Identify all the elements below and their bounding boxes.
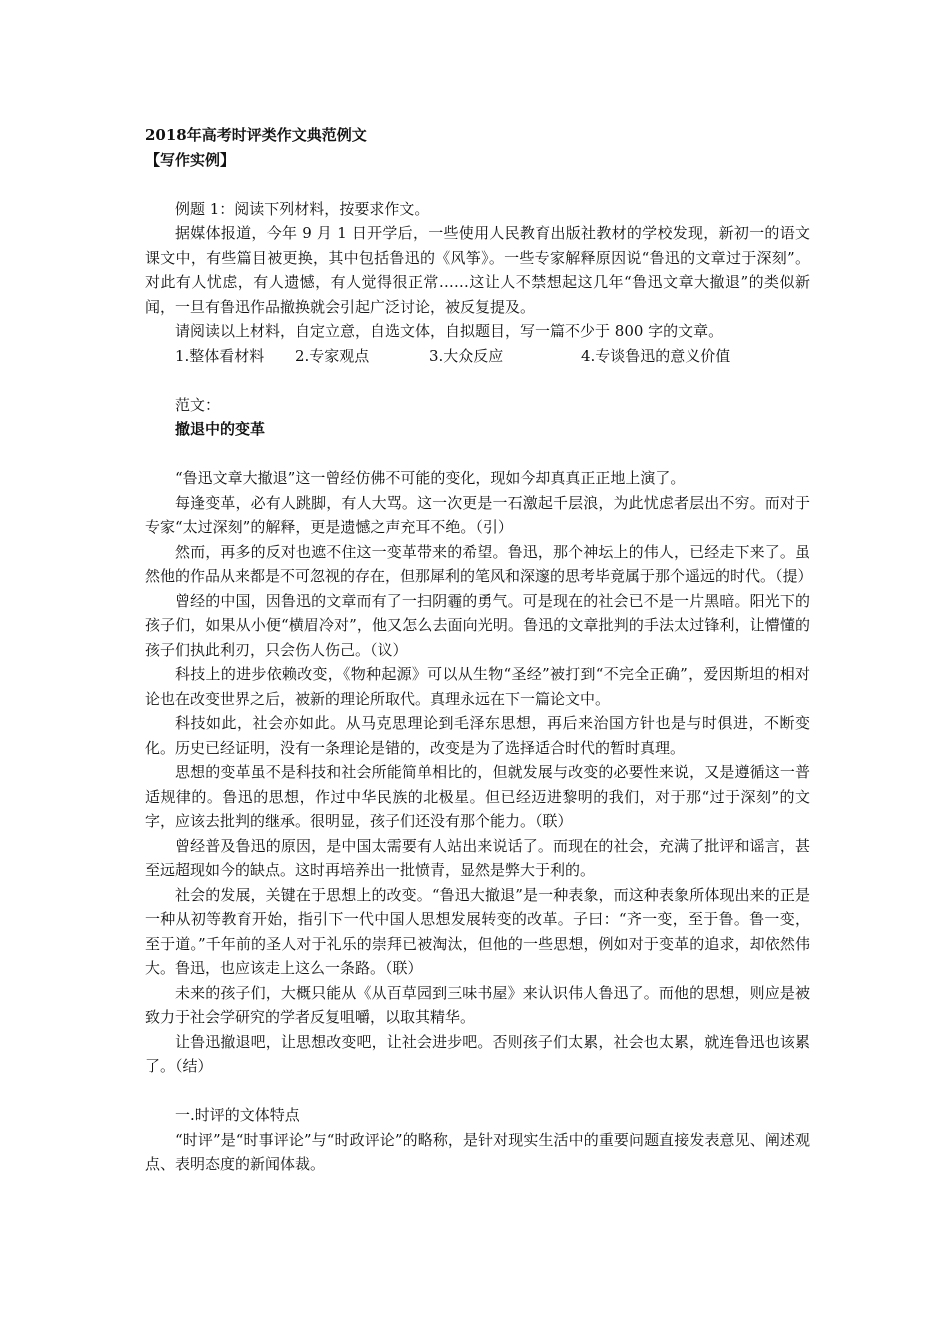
document-body [145,123,813,1177]
angle-options [145,344,810,369]
essay-paragraph: 思想的变革虽不是科技和社会所能简单相比的，但就发展与改变的必要性来说，又是遵循这一普适规律的。鲁迅的思想，作过中华民族的北极星。但已经迈进黎明的我们，对于那“过于深刻”的文字，应该去批判的继承。很明显，孩子们还没有那个能力。（联） [145,763,810,830]
essay-paragraph: 科技如此，社会亦如此。从马克思理论到毛泽东思想，再后来治国方针也是与时俱进，不断变化。历史已经证明，没有一条理论是错的，改变是为了选择适合时代的暂时真理。 [145,714,810,757]
option-2: 2.专家观点 [295,346,370,365]
essay-paragraph: 科技上的进步依赖改变，《物种起源》可以从生物“圣经”被打到“不完全正确”，爱因斯坦的相对论也在改变世界之后，被新的理论所取代。真理永远在下一篇论文中。 [145,665,810,708]
essay-paragraph: 然而，再多的反对也遮不住这一变革带来的希望。鲁迅，那个神坛上的伟人，已经走下来了。虽然他的作品从来都是不可忽视的存在，但那犀利的笔风和深邃的思考毕竟属于那个遥远的时代。（提） [145,542,813,585]
essay-paragraph: 让鲁迅撤退吧，让思想改变吧，让社会进步吧。否则孩子们太累，社会也太累，就连鲁迅也该累了。（结） [145,1032,810,1075]
instruction-line: 请阅读以上材料，自定立意，自选文体，自拟题目，写一篇不少于 800 字的文章。 [175,322,724,340]
section-one-paragraph: “时评”是“时事评论”与“时政评论”的略称，是针对现实生活中的重要问题直接发表意见、阐述观点、表明态度的新闻体裁。 [145,1130,810,1173]
document-title: 2018年高考时评类作文典范例文 [145,126,367,144]
essay-paragraph: 社会的发展，关键在于思想上的改变。“鲁迅大撤退”是一种表象，而这种表象所体现出来的正是一种从初等教育开始，指引下一代中国人思想发展转变的改革。子曰：“齐一变，至于鲁。鲁一变，至于道。”千年前的圣人对于礼乐的崇拜已被淘汰，但他的一些思想，例如对于变革的追求，却依然伟大。鲁迅，也应该走上这么一条路。（联） [145,885,810,977]
option-4: 4.专谈鲁迅的意义价值 [581,346,731,365]
section-label: 【写作实例】 [145,150,236,169]
example-heading: 例题 1：阅读下列材料，按要求作文。 [175,199,430,218]
essay-paragraph: 曾经的中国，因鲁迅的文章而有了一扫阴霾的勇气。可是现在的社会已不是一片黑暗。阳光下的孩子们，如果从小便“横眉冷对”，他又怎么去面向光明。鲁迅的文章批判的手法太过锋利，让懵懂的孩子们执此利刃，只会伤人伤己。（议） [145,591,810,659]
essay-paragraph: 每逢变革，必有人跳脚，有人大骂。这一次更是一石激起千层浪，为此忧虑者层出不穷。而对于专家“太过深刻”的解释，更是遗憾之声充耳不绝。（引） [145,493,810,536]
essay-paragraph: 未来的孩子们，大概只能从《从百草园到三味书屋》来认识伟人鲁迅了。而他的思想，则应是被致力于社会学研究的学者反复咀嚼，以取其精华。 [145,983,810,1026]
essay-paragraph: 曾经普及鲁迅的原因，是中国太需要有人站出来说话了。而现在的社会，充满了批评和谣言，甚至远超现如今的缺点。这时再培养出一批愤青，显然是弊大于利的。 [145,836,810,879]
option-3: 3.大众反应 [429,346,504,365]
essay-paragraph: “鲁迅文章大撤退”这一曾经仿佛不可能的变化，现如今却真真正正地上演了。 [175,469,686,487]
essay-title: 撤退中的变革 [175,420,266,438]
material-paragraph: 据媒体报道，今年 9 月 1 日开学后，一些使用人民教育出版社教材的学校发现，新初一的语文课文中，有些篇目被更换，其中包括鲁迅的《风筝》。一些专家解释原因说“鲁迅的文章过于深刻”。对此有人忧虑，有人遗憾，有人觉得很正常……这让人不禁想起这几年“鲁迅文章大撤退”的类似新闻，一旦有鲁迅作品撤换就会引起广泛讨论，被反复提及。 [145,224,810,316]
sample-label: 范文： [175,395,221,414]
option-1: 1.整体看材料 [175,346,265,365]
section-one-heading: 一.时评的文体特点 [175,1106,300,1124]
